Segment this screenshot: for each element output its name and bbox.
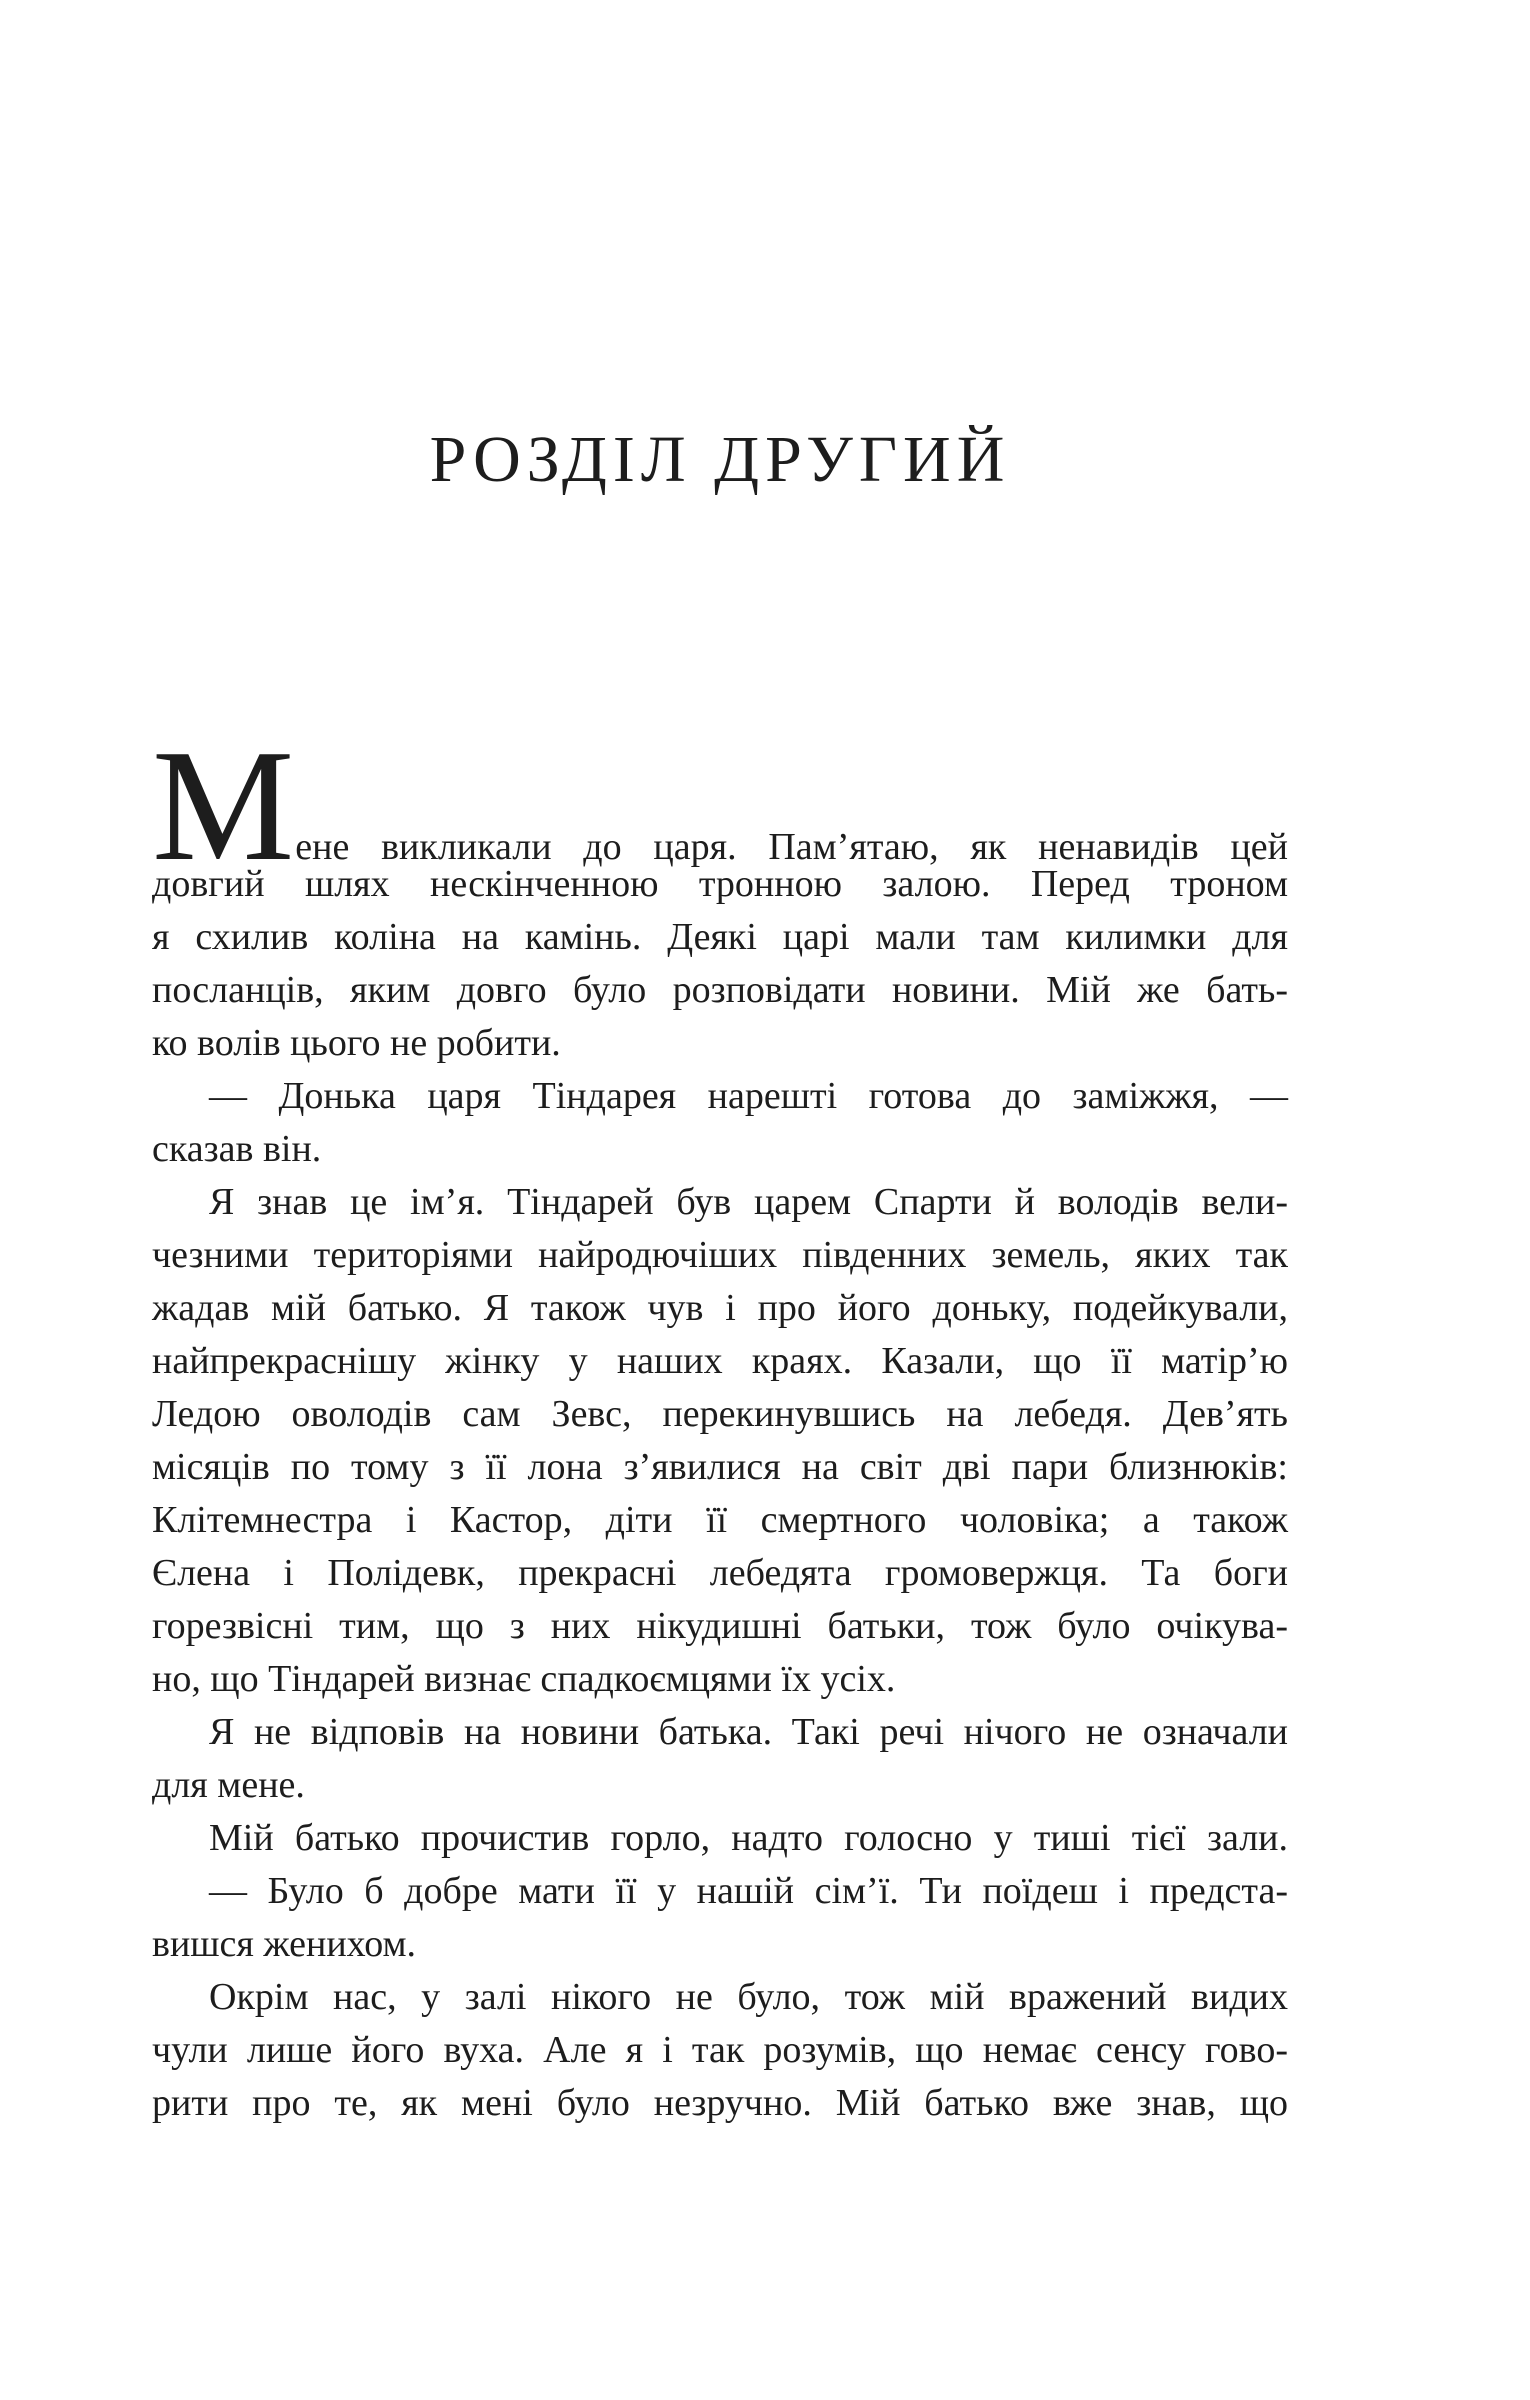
text-line: ко волів цього не робити. xyxy=(152,1022,561,1064)
first-line-text: ене викликали до царя. Пам’ятаю, як ненавидів цей xyxy=(295,826,1288,868)
text-line: місяців по тому з її лона з’явилися на світ дві пари близнюків: xyxy=(152,1446,1288,1488)
text-line: посланців, яким довго було розповідати новини. Мій же бать- xyxy=(152,969,1288,1011)
text-line: вишся женихом. xyxy=(152,1923,417,1965)
text-line: для мене. xyxy=(152,1764,305,1806)
text-line: чезними територіями найродючіших південних земель, яких так xyxy=(152,1234,1288,1276)
text-line: я схилив коліна на камінь. Деякі царі мали там килимки для xyxy=(152,916,1288,958)
text-line: — Донька царя Тіндарея нарешті готова до заміжжя, — xyxy=(209,1075,1288,1117)
text-line: Єлена і Полідевк, прекрасні лебедята громовержця. Та боги xyxy=(152,1552,1288,1594)
chapter-title: РОЗДІЛ ДРУГИЙ xyxy=(429,423,1011,496)
body-text xyxy=(152,716,1288,2130)
text-line: Окрім нас, у залі нікого не було, тож мій вражений видих xyxy=(209,1976,1288,2018)
text-line: сказав він. xyxy=(152,1128,322,1170)
text-line: найпрекраснішу жінку у наших краях. Казали, що її матір’ю xyxy=(152,1340,1288,1382)
raised-initial-cap: М xyxy=(152,716,296,894)
text-line: — Було б добре мати її у нашій сім’ї. Ти поїдеш і предста- xyxy=(209,1870,1288,1912)
text-line: но, що Тіндарей визнає спадкоємцями їх усіх. xyxy=(152,1658,896,1700)
text-line: Мій батько прочистив горло, надто голосно у тиші тієї зали. xyxy=(209,1817,1288,1859)
text-line: Клітемнестра і Кастор, діти її смертного чоловіка; а також xyxy=(152,1499,1288,1541)
text-line: довгий шлях нескінченною тронною залою. Перед троном xyxy=(152,863,1288,905)
text-line: жадав мій батько. Я також чув і про його доньку, подейкували, xyxy=(152,1287,1288,1329)
text-line: чули лише його вуха. Але я і так розумів, що немає сенсу гово- xyxy=(152,2029,1288,2071)
text-line: горезвісні тим, що з них нікудишні батьки, тож було очікува- xyxy=(152,1605,1288,1647)
text-line: Я не відповів на новини батька. Такі речі нічого не означали xyxy=(209,1711,1288,1753)
text-line: Ледою оволодів сам Зевс, перекинувшись на лебедя. Дев’ять xyxy=(152,1393,1288,1435)
text-line: рити про те, як мені було незручно. Мій батько вже знав, що xyxy=(152,2082,1288,2124)
text-line: Я знав це ім’я. Тіндарей був царем Спарти й володів вели- xyxy=(209,1181,1288,1223)
